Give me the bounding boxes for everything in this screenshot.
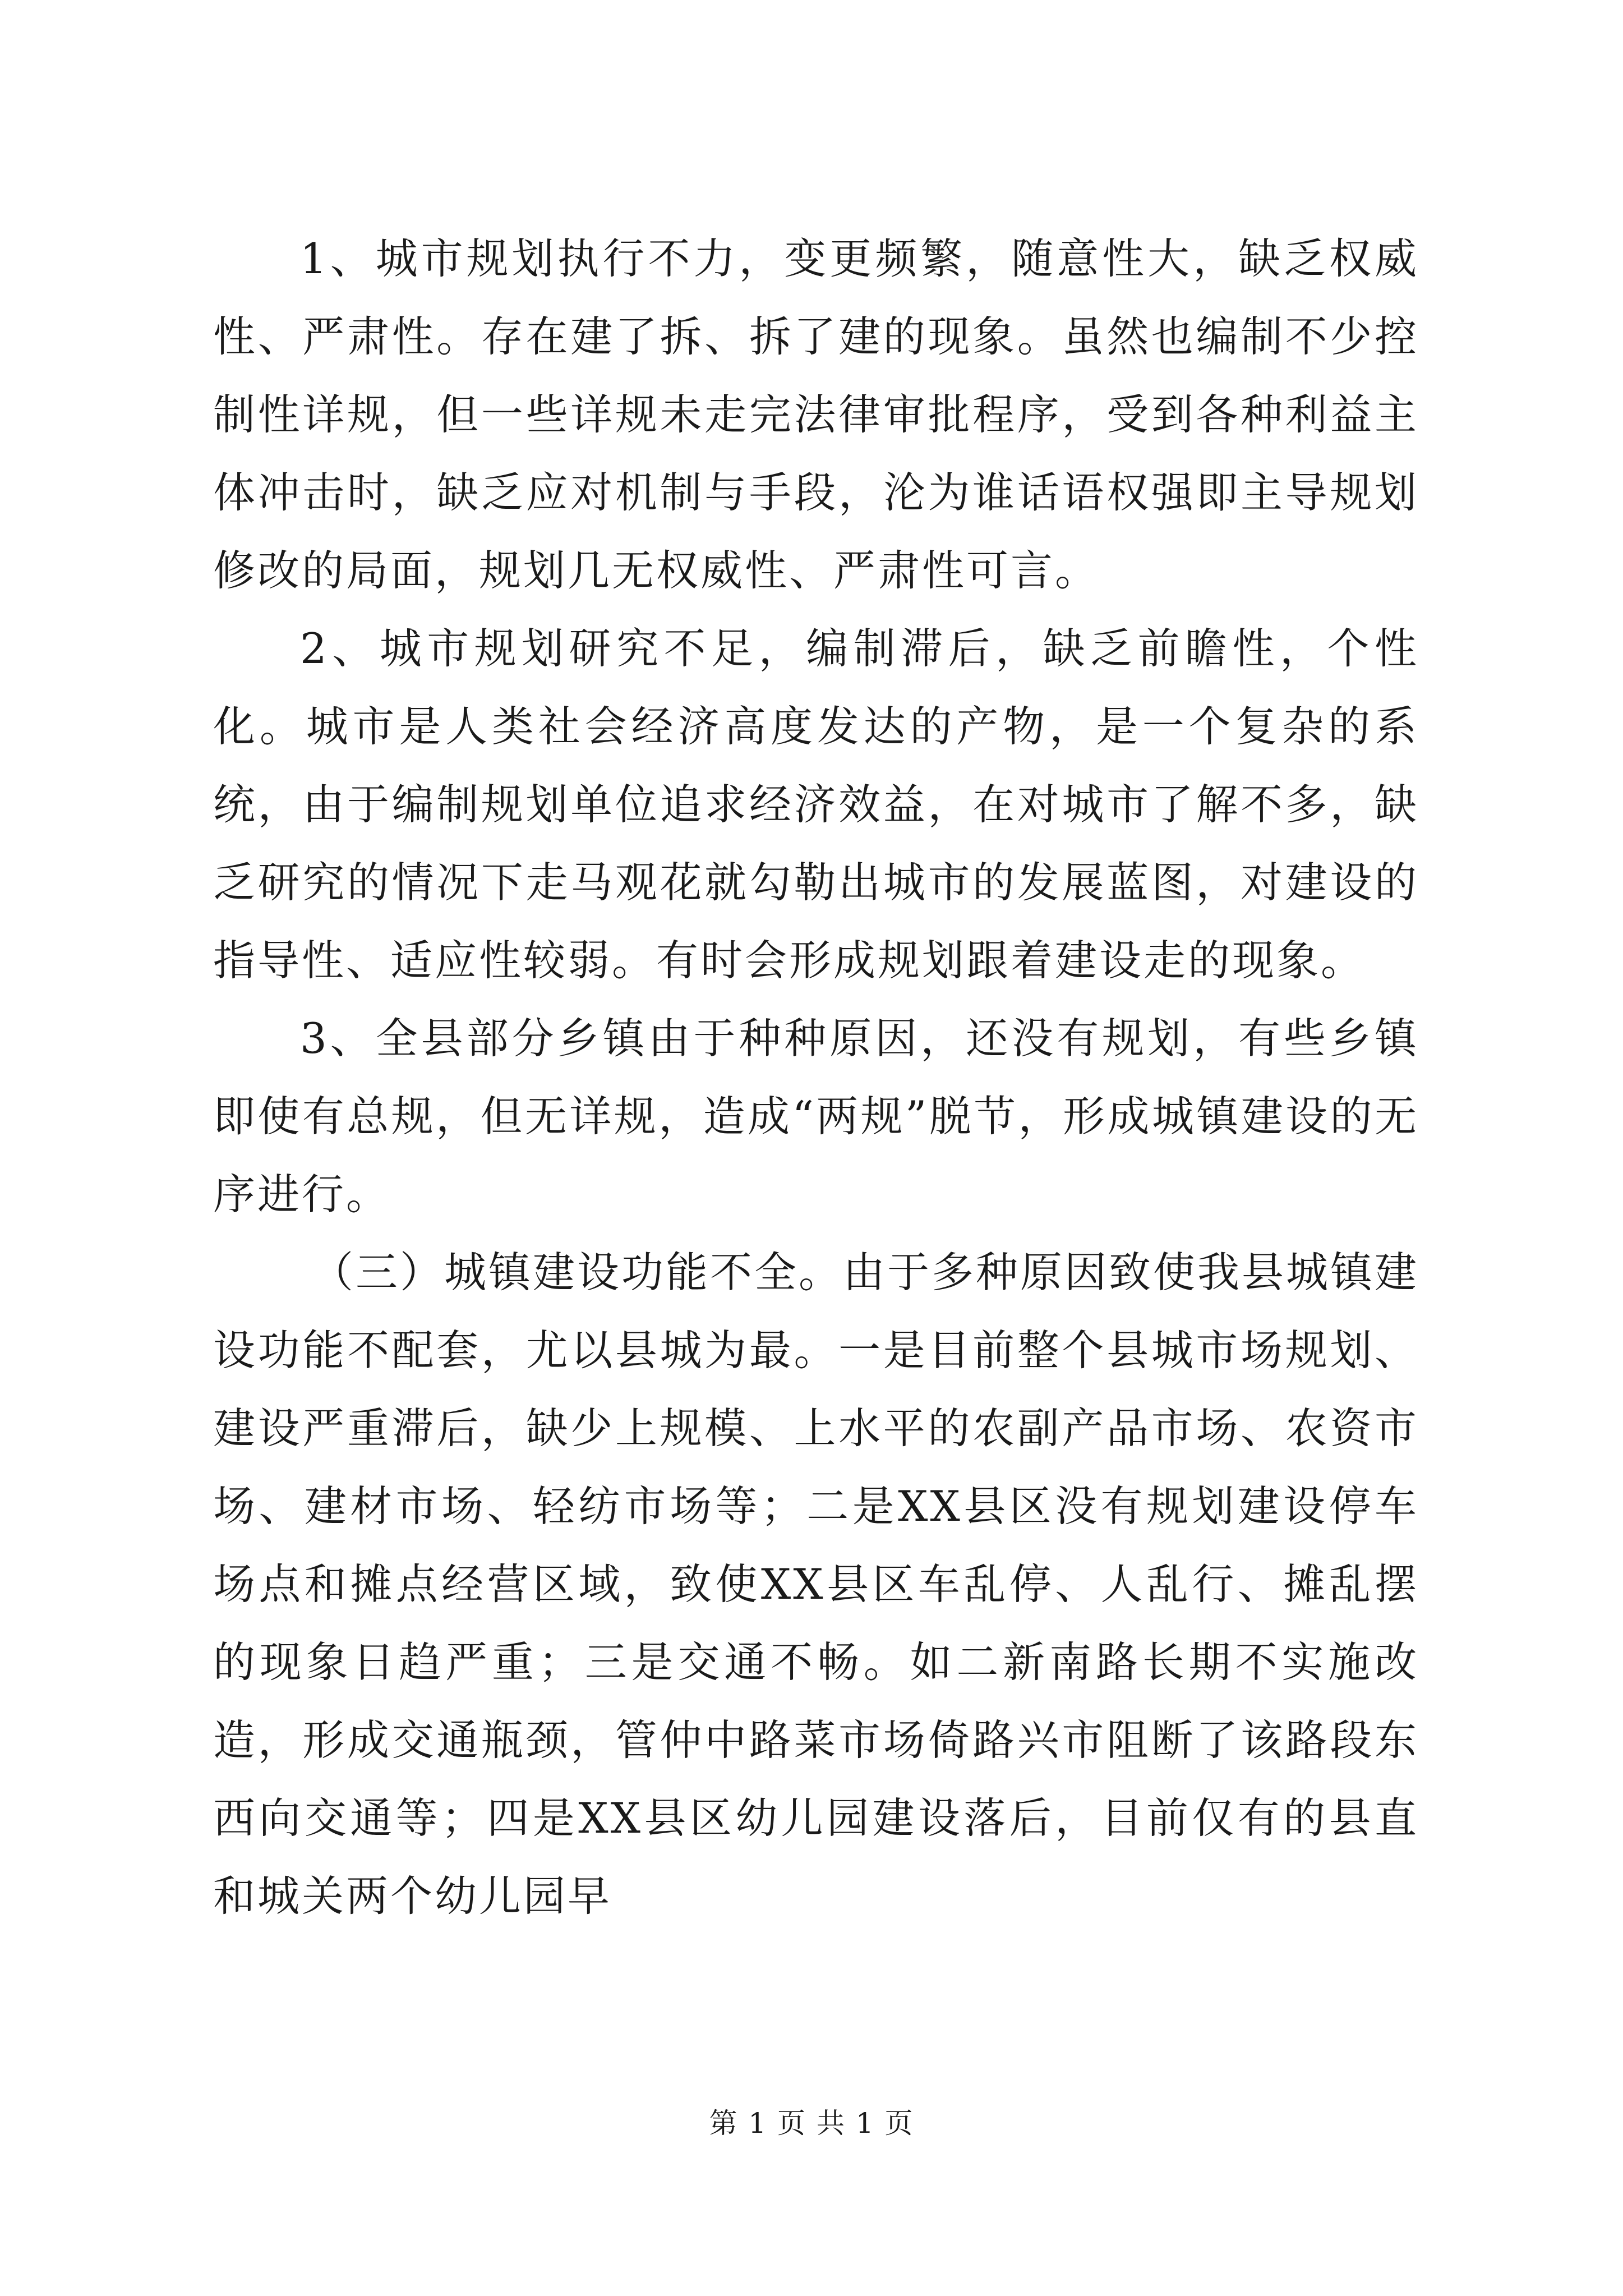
paragraph-urban-functions: （三）城镇建设功能不全。由于多种原因致使我县城镇建设功能不配套，尤以县城为最。一是目前整个县城市场规划、建设严重滞后，缺少上规模、上水平的农副产品市场、农资市场、建材市场、轻纺市场等；二是XX县区没有规划建设停车场点和摊点经营区域，致使XX县区车乱停、人乱行、摊乱摆的现象日趋严重；三是交通不畅。如二新南路长期不实施改造，形成交通瓶颈，管仲中路菜市场倚路兴市阻断了该路段东西向交通等；四是XX县区幼儿园建设落后，目前仅有的县直和城关两个幼儿园早 [213, 1248, 1419, 1921]
paragraph-township-planning: 3、全县部分乡镇由于种种原因，还没有规划，有些乡镇即使有总规，但无详规，造成“两规”脱节，形成城镇建设的无序进行。 [213, 1014, 1419, 1219]
paragraph-planning-enforcement: 1、城市规划执行不力，变更频繁，随意性大，缺乏权威性、严肃性。存在建了拆、拆了建的现象。虽然也编制不少控制性详规，但一些详规未走完法律审批程序，受到各种利益主体冲击时，缺乏应对机制与手段，沦为谁话语权强即主导规划修改的局面，规划几无权威性、严肃性可言。 [213, 234, 1419, 595]
page-number-footer: 第 1 页 共 1 页 [709, 2107, 914, 2139]
paragraph-planning-research: 2、城市规划研究不足，编制滞后，缺乏前瞻性，个性化。城市是人类社会经济高度发达的产物，是一个复杂的系统，由于编制规划单位追求经济效益，在对城市了解不多，缺乏研究的情况下走马观花就勾勒出城市的发展蓝图，对建设的指导性、适应性较弱。有时会形成规划跟着建设走的现象。 [213, 624, 1419, 985]
document-body [213, 220, 1419, 1935]
